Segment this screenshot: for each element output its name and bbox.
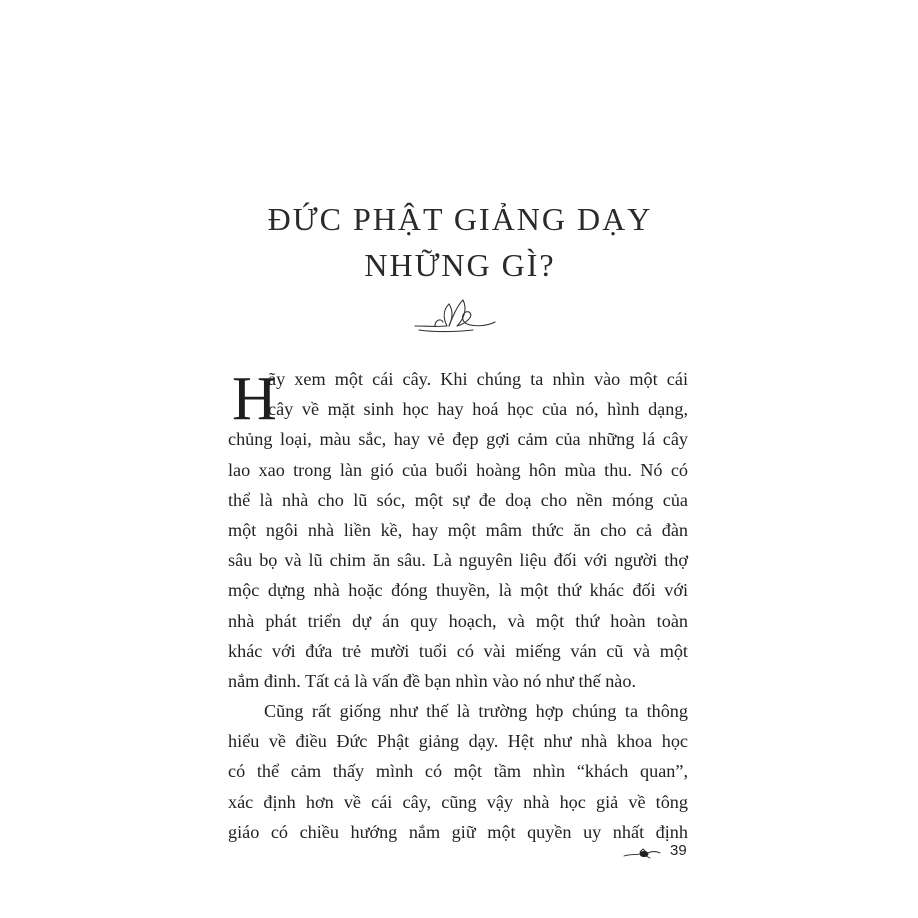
chapter-title-line1: ĐỨC PHẬT GIẢNG DẠY xyxy=(267,201,653,237)
chapter-title-line2: NHỮNG GÌ? xyxy=(364,247,556,283)
bird-ornament-icon xyxy=(622,846,662,860)
text-line: chủng loại, màu sắc, hay vẻ đẹp gợi cảm của những lá cây xyxy=(228,429,688,450)
text-line: có thể cảm thấy mình có một tầm nhìn “khách quan”, xyxy=(228,761,688,782)
text-line: một ngôi nhà liền kề, hay một mâm thức ăn cho cả đàn xyxy=(228,519,688,540)
text-line: mộc dựng nhà hoặc đóng thuyền, là một thứ khác đối với xyxy=(228,580,688,601)
text-line: nắm đinh. Tất cả là vấn đề bạn nhìn vào nó như thế nào. xyxy=(228,670,637,691)
lotus-flourish-icon xyxy=(413,296,497,336)
text-line: Cũng rất giống như thế là trường hợp chúng ta thông xyxy=(264,701,688,722)
text-line: nhà phát triển dự án quy hoạch, và một thứ hoàn toàn xyxy=(228,610,688,631)
text-line: cây về mặt sinh học hay hoá học của nó, hình dạng, xyxy=(268,399,688,420)
text-line: lao xao trong làn gió của buổi hoàng hôn mùa thu. Nó có xyxy=(228,459,688,480)
text-line: ãy xem một cái cây. Khi chúng ta nhìn vào một cái xyxy=(268,369,688,389)
drop-cap: H xyxy=(232,365,277,433)
text-line: giáo có chiều hướng nắm giữ một quyền uy nhất định xyxy=(228,821,688,842)
body-text xyxy=(228,364,688,847)
text-line: sâu bọ và lũ chim ăn sâu. Là nguyên liệu đối với người thợ xyxy=(228,550,688,571)
text-line: thể là nhà cho lũ sóc, một sự đe doạ cho nền móng của xyxy=(228,489,688,510)
text-line: khác với đứa trẻ mười tuổi có vài miếng ván cũ và một xyxy=(228,640,688,661)
page-footer xyxy=(622,842,692,866)
text-line: hiểu về điều Đức Phật giảng dạy. Hệt như nhà khoa học xyxy=(228,731,688,752)
page-number: 39 xyxy=(670,842,687,859)
text-line: xác định hơn về cái cây, cũng vậy nhà học giả về tông xyxy=(228,791,688,812)
